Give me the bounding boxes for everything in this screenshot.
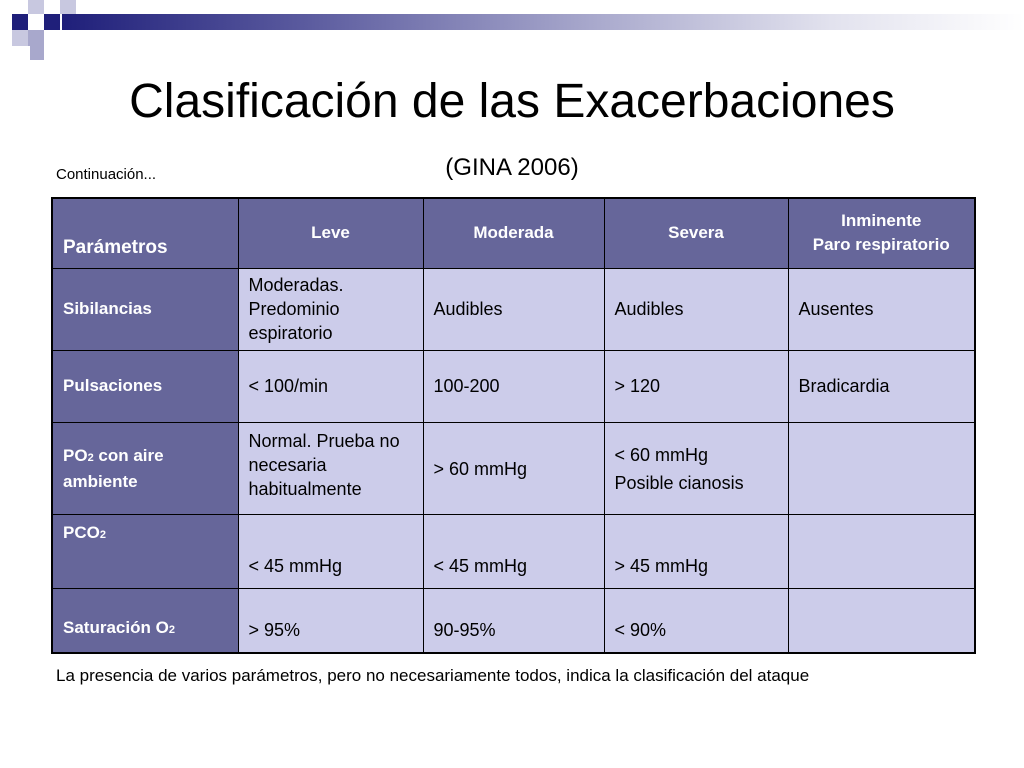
pco2-label-sub: 2 (99, 529, 106, 542)
pco2-label-a: PCO (63, 523, 100, 543)
cell-po2-inminente (788, 422, 975, 514)
cell-pco2-inminente (788, 515, 975, 589)
table-row (52, 268, 975, 350)
table-row (52, 422, 975, 514)
po2-label-b: con aire ambiente (63, 445, 164, 491)
cell-pco2-severa: > 45 mmHg (604, 515, 788, 589)
header-moderada: Moderada (423, 198, 604, 268)
header-severa: Severa (604, 198, 788, 268)
cell-pulsaciones-leve: < 100/min (238, 350, 423, 422)
header-leve: Leve (238, 198, 423, 268)
saturacion-label-a: Saturación O (63, 618, 169, 637)
title-gradient-bar (62, 14, 1024, 30)
header-inminente (788, 198, 975, 268)
cell-pulsaciones-moderada: 100-200 (423, 350, 604, 422)
po2-severa-line1: < 60 mmHg (614, 444, 709, 465)
slide-subtitle: (GINA 2006) (445, 154, 579, 181)
cell-po2-severa (604, 422, 788, 514)
row-label-saturacion (52, 589, 238, 653)
po2-label-sub: 2 (87, 451, 94, 464)
row-label-pulsaciones: Pulsaciones (52, 350, 238, 422)
cell-sibilancias-leve: Moderadas. Predominio espiratorio (238, 268, 423, 350)
saturacion-label-sub: 2 (168, 624, 175, 636)
cell-pulsaciones-inminente: Bradicardia (788, 350, 975, 422)
cell-pco2-moderada: < 45 mmHg (423, 515, 604, 589)
cell-saturacion-inminente (788, 589, 975, 653)
cell-sibilancias-moderada: Audibles (423, 268, 604, 350)
row-label-po2 (52, 422, 238, 514)
exacerbation-table (51, 197, 976, 654)
cell-pco2-leve: < 45 mmHg (238, 515, 423, 589)
cell-sibilancias-severa: Audibles (604, 268, 788, 350)
cell-saturacion-leve: > 95% (238, 589, 423, 653)
continuation-label: Continuación... (56, 166, 157, 183)
cell-po2-leve: Normal. Prueba no necesaria habitualmente (238, 422, 423, 514)
cell-saturacion-severa: < 90% (604, 589, 788, 653)
cell-po2-moderada: > 60 mmHg (423, 422, 604, 514)
table-row (52, 350, 975, 422)
header-inminente-line2: Paro respiratorio (812, 235, 950, 255)
row-label-sibilancias: Sibilancias (52, 268, 238, 350)
header-parametros: Parámetros (52, 198, 238, 268)
row-label-pco2 (52, 515, 238, 589)
table-row (52, 515, 975, 589)
table-row (52, 589, 975, 653)
cell-pulsaciones-severa: > 120 (604, 350, 788, 422)
po2-label-a: PO (63, 445, 88, 465)
slide-title: Clasificación de las Exacerbaciones (129, 75, 895, 128)
cell-saturacion-moderada: 90-95% (423, 589, 604, 653)
cell-sibilancias-inminente: Ausentes (788, 268, 975, 350)
po2-severa-line2: Posible cianosis (614, 472, 744, 493)
header-inminente-line1: Inminente (841, 211, 922, 231)
table-header-row (52, 198, 975, 268)
footnote: La presencia de varios parámetros, pero no necesariamente todos, indica la clasificación del ataque (56, 666, 810, 685)
